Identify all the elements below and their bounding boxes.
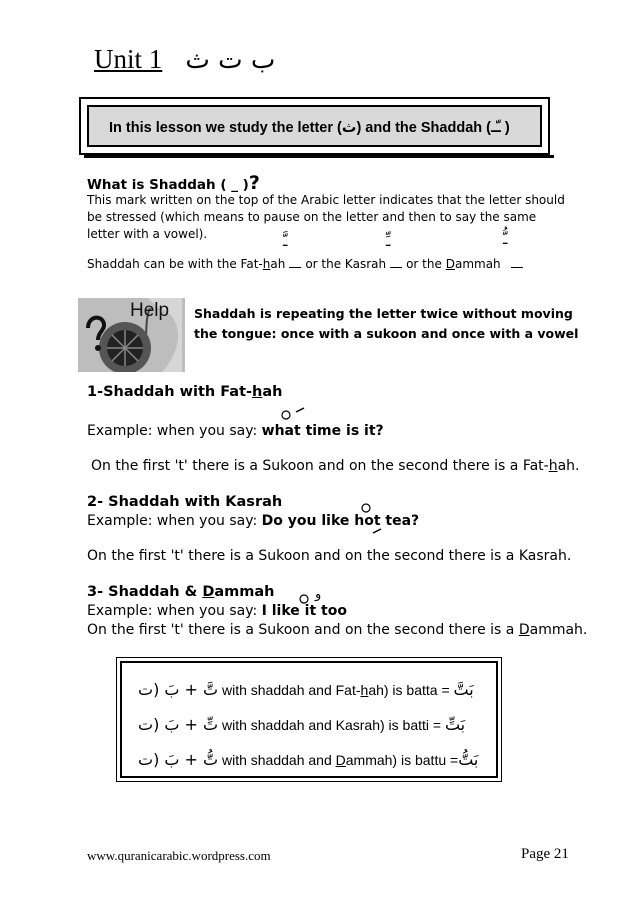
section3-title-d: D bbox=[202, 584, 215, 600]
fathah-shaddah-mark: ـَّ bbox=[283, 232, 288, 250]
intro-text-a: In this lesson we study the letter ( bbox=[109, 120, 342, 136]
blank-line bbox=[390, 267, 402, 268]
types-text-dd: D bbox=[445, 257, 455, 271]
intro-box-shadow bbox=[84, 155, 554, 158]
section1-example-a: Example: when you say: bbox=[87, 423, 262, 439]
types-text-e: ammah bbox=[454, 257, 501, 271]
example-text-u: h bbox=[360, 682, 369, 698]
section2-example-b: Do you like hot tea? bbox=[261, 513, 420, 529]
intro-text-b: ) and the Shaddah ( bbox=[356, 120, 491, 136]
section3-example bbox=[87, 603, 347, 619]
section1-explain-b: ah. bbox=[557, 458, 580, 474]
section2-explanation: On the first 't' there is a Sukoon and on the second there is a Kasrah. bbox=[87, 548, 572, 564]
shaddah-heading-text: What is Shaddah ( _ ) bbox=[87, 177, 249, 193]
section1-explanation bbox=[91, 458, 580, 474]
types-text-h: h bbox=[262, 257, 271, 271]
section1-explain-h: h bbox=[548, 458, 558, 474]
unit-title: Unit 1 bbox=[94, 44, 163, 74]
page-header bbox=[94, 44, 275, 75]
example-text-u: D bbox=[335, 752, 346, 768]
section1-example bbox=[87, 423, 384, 439]
types-text-b: ah bbox=[270, 257, 286, 271]
example-text-a: with shaddah and Kasrah) is batti = bbox=[218, 717, 445, 733]
shaddah-heading-question: ? bbox=[248, 172, 260, 194]
example-arabic-result: بَتِّ bbox=[444, 715, 466, 734]
examples-box-inner bbox=[120, 661, 498, 778]
example-arabic-parts: تُّ + بَ (ت bbox=[138, 750, 219, 769]
section3-explain-a: On the first 't' there is a Sukoon and on the second there is a bbox=[87, 622, 519, 638]
example-row bbox=[138, 680, 474, 699]
intro-text bbox=[109, 120, 510, 136]
example-text-b: ammah) is battu = bbox=[345, 752, 459, 768]
example-arabic-result: بَتُّ bbox=[458, 750, 479, 769]
help-note-line1: Shaddah is repeating the letter twice without moving bbox=[194, 306, 573, 321]
intro-letter: ث bbox=[341, 120, 357, 136]
section3-explanation bbox=[87, 622, 587, 638]
section3-example-a: Example: when you say: bbox=[87, 603, 262, 619]
blank-line bbox=[289, 267, 301, 268]
examples-box bbox=[116, 657, 502, 782]
example-arabic-parts: تَّ + بَ (ت bbox=[138, 680, 219, 699]
intro-box bbox=[79, 97, 550, 155]
intro-text-c: ) bbox=[504, 120, 510, 136]
section3-explain-d: D bbox=[518, 622, 530, 638]
shaddah-definition: This mark written on the top of the Arabic letter indicates that the letter should be stressed (which means to pause on the letter and then to say the same letter with a vowel). bbox=[87, 193, 565, 241]
help-illustration bbox=[78, 298, 185, 372]
intro-box-inner bbox=[87, 105, 542, 147]
section3-explain-b: ammah. bbox=[529, 622, 588, 638]
unit-letters: ب ت ث bbox=[185, 45, 276, 75]
section1-title bbox=[87, 384, 282, 400]
example-row bbox=[138, 715, 465, 734]
example-text-b: ah) is batta = bbox=[368, 682, 454, 698]
page-number: Page 21 bbox=[521, 846, 569, 862]
dammah-shaddah-mark: ـُّ bbox=[503, 230, 508, 248]
section2-title: 2- Shaddah with Kasrah bbox=[87, 494, 283, 510]
intro-shaddah-symbol: ـّـ bbox=[490, 120, 501, 136]
section1-title-h: h bbox=[252, 384, 263, 400]
footer-url[interactable]: www.quranicarabic.wordpress.com bbox=[87, 848, 271, 863]
help-label: Help bbox=[130, 300, 170, 321]
sukoon-fathah-icon bbox=[281, 403, 321, 423]
section1-explain-a: On the first 't' there is a Sukoon and on the second there is a Fat- bbox=[91, 458, 549, 474]
section1-title-b: ah bbox=[262, 384, 283, 400]
types-text-c: or the Kasrah bbox=[305, 257, 387, 271]
section2-example bbox=[87, 513, 419, 529]
section3-example-b: I like it too bbox=[261, 603, 347, 619]
section3-title bbox=[87, 584, 275, 600]
example-arabic-result: بَتَّ bbox=[453, 680, 474, 699]
section3-title-b: ammah bbox=[214, 584, 275, 600]
section2-example-a: Example: when you say: bbox=[87, 513, 262, 529]
types-text-a: Shaddah can be with the Fat- bbox=[87, 257, 263, 271]
example-row bbox=[138, 750, 478, 769]
help-note-line2: the tongue: once with a sukoon and once with a vowel bbox=[194, 326, 579, 341]
shaddah-heading bbox=[87, 172, 260, 194]
example-text-a: with shaddah and bbox=[218, 752, 336, 768]
example-arabic-parts: تِّ + بَ (ت bbox=[138, 715, 219, 734]
help-note bbox=[194, 304, 578, 344]
kasrah-shaddah-mark: ـِّ bbox=[386, 232, 391, 250]
dammah-mark: و bbox=[315, 587, 322, 602]
section3-title-a: 3- Shaddah & bbox=[87, 584, 203, 600]
example-text-a: with shaddah and Fat- bbox=[218, 682, 361, 698]
section1-example-b: what time is it? bbox=[261, 423, 384, 439]
blank-line bbox=[511, 267, 523, 268]
shaddah-types bbox=[87, 257, 527, 271]
types-text-d: or the bbox=[406, 257, 442, 271]
section1-title-a: 1-Shaddah with Fat- bbox=[87, 384, 253, 400]
